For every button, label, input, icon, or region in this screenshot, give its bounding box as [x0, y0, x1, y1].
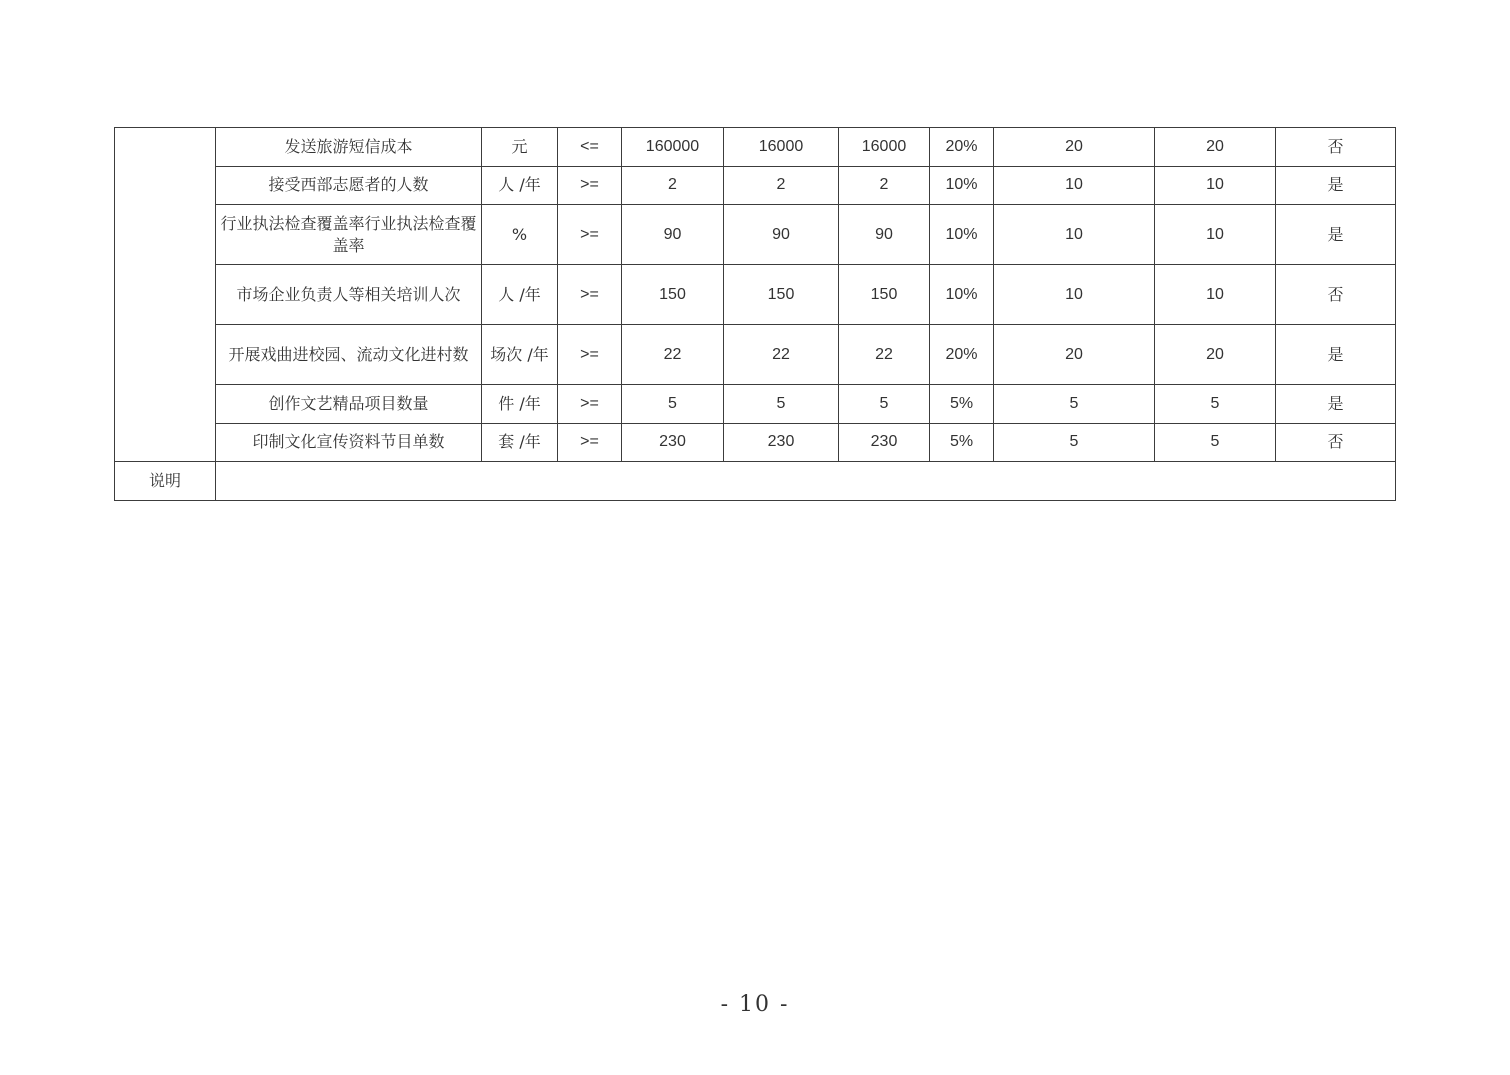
unit-cell: 套 /年 [482, 423, 558, 462]
actual-value-cell: 150 [839, 265, 930, 325]
indicator-name: 行业执法检查覆盖率行业执法检查覆盖率 [216, 205, 482, 265]
flag-cell: 是 [1276, 166, 1396, 205]
weight-cell: 10% [930, 265, 994, 325]
actual-value-cell: 2 [839, 166, 930, 205]
midyear-target-cell: 5 [724, 385, 839, 424]
table-row [115, 325, 1396, 385]
performance-indicator-table [114, 127, 1396, 501]
midyear-target-cell: 90 [724, 205, 839, 265]
score-cell: 5 [994, 423, 1155, 462]
operator-cell: >= [558, 325, 622, 385]
annual-target-cell: 90 [622, 205, 724, 265]
operator-cell: >= [558, 423, 622, 462]
score-cell: 10 [994, 205, 1155, 265]
operator-cell: >= [558, 385, 622, 424]
actual-value-cell: 90 [839, 205, 930, 265]
weight-cell: 20% [930, 325, 994, 385]
table-row [115, 205, 1396, 265]
note-value [216, 462, 1396, 501]
unit-cell: 元 [482, 128, 558, 167]
actual-score-cell: 10 [1155, 166, 1276, 205]
unit-cell: 人 /年 [482, 166, 558, 205]
table-row [115, 128, 1396, 167]
table-row [115, 385, 1396, 424]
indicator-name: 市场企业负责人等相关培训人次 [216, 265, 482, 325]
weight-cell: 20% [930, 128, 994, 167]
midyear-target-cell: 22 [724, 325, 839, 385]
actual-score-cell: 10 [1155, 265, 1276, 325]
indicator-name: 开展戏曲进校园、流动文化进村数 [216, 325, 482, 385]
flag-cell: 否 [1276, 423, 1396, 462]
midyear-target-cell: 230 [724, 423, 839, 462]
weight-cell: 5% [930, 423, 994, 462]
score-cell: 20 [994, 325, 1155, 385]
weight-cell: 10% [930, 166, 994, 205]
annual-target-cell: 150 [622, 265, 724, 325]
actual-score-cell: 20 [1155, 128, 1276, 167]
actual-value-cell: 230 [839, 423, 930, 462]
category-cell-blank [115, 128, 216, 462]
score-cell: 10 [994, 166, 1155, 205]
flag-cell: 是 [1276, 325, 1396, 385]
operator-cell: >= [558, 265, 622, 325]
unit-cell: % [482, 205, 558, 265]
actual-score-cell: 10 [1155, 205, 1276, 265]
score-cell: 10 [994, 265, 1155, 325]
flag-cell: 否 [1276, 128, 1396, 167]
actual-score-cell: 5 [1155, 423, 1276, 462]
actual-value-cell: 16000 [839, 128, 930, 167]
annual-target-cell: 160000 [622, 128, 724, 167]
actual-score-cell: 5 [1155, 385, 1276, 424]
annual-target-cell: 22 [622, 325, 724, 385]
indicator-name: 印制文化宣传资料节目单数 [216, 423, 482, 462]
operator-cell: <= [558, 128, 622, 167]
table-row [115, 265, 1396, 325]
flag-cell: 否 [1276, 265, 1396, 325]
actual-value-cell: 5 [839, 385, 930, 424]
indicator-name: 创作文艺精品项目数量 [216, 385, 482, 424]
annual-target-cell: 230 [622, 423, 724, 462]
flag-cell: 是 [1276, 385, 1396, 424]
unit-cell: 场次 /年 [482, 325, 558, 385]
weight-cell: 10% [930, 205, 994, 265]
operator-cell: >= [558, 205, 622, 265]
note-row [115, 462, 1396, 501]
page-number: - 10 - [720, 992, 790, 1017]
score-cell: 5 [994, 385, 1155, 424]
flag-cell: 是 [1276, 205, 1396, 265]
unit-cell: 件 /年 [482, 385, 558, 424]
midyear-target-cell: 150 [724, 265, 839, 325]
unit-cell: 人 /年 [482, 265, 558, 325]
table-row [115, 166, 1396, 205]
note-label: 说明 [115, 462, 216, 501]
actual-score-cell: 20 [1155, 325, 1276, 385]
midyear-target-cell: 16000 [724, 128, 839, 167]
annual-target-cell: 5 [622, 385, 724, 424]
score-cell: 20 [994, 128, 1155, 167]
table-row [115, 423, 1396, 462]
annual-target-cell: 2 [622, 166, 724, 205]
weight-cell: 5% [930, 385, 994, 424]
midyear-target-cell: 2 [724, 166, 839, 205]
indicator-name: 发送旅游短信成本 [216, 128, 482, 167]
operator-cell: >= [558, 166, 622, 205]
indicator-name: 接受西部志愿者的人数 [216, 166, 482, 205]
actual-value-cell: 22 [839, 325, 930, 385]
